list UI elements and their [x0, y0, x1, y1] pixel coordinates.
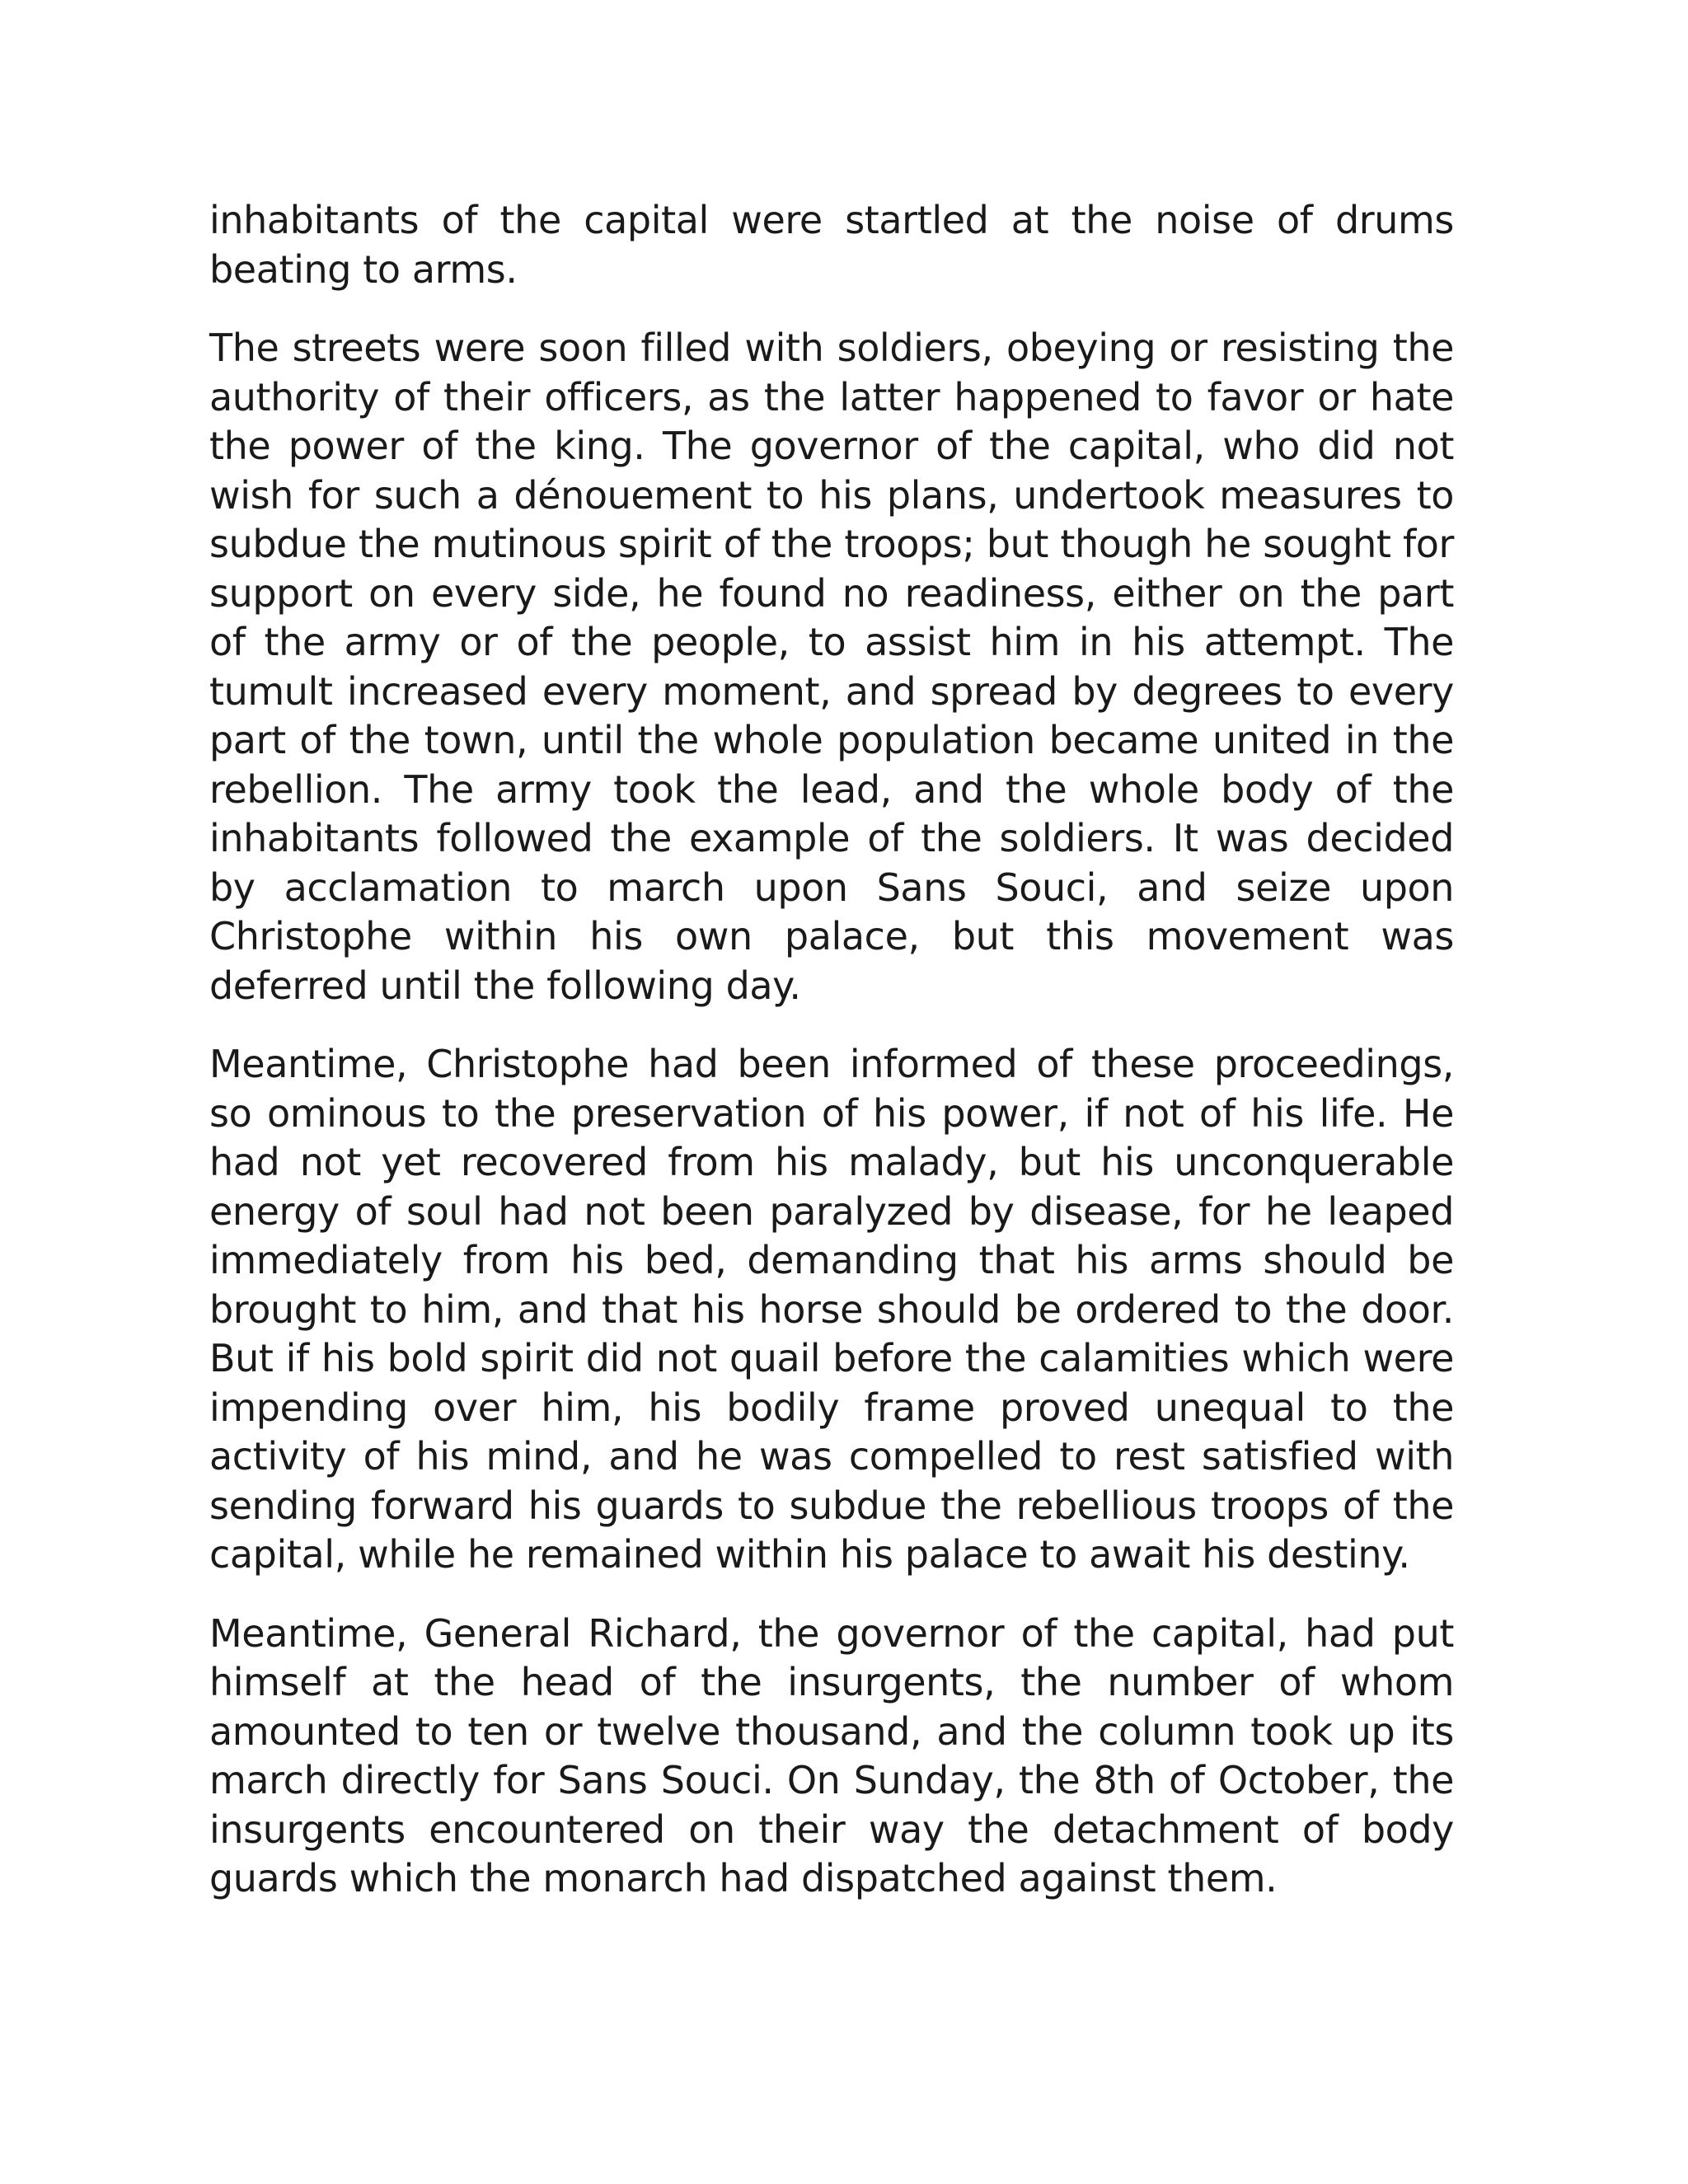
paragraph-2: The streets were soon filled with soldiers, obeying or resisting the authority of their officers, as the latter happened to favor or hate the power of the king. The governor of the capital, who did not wish for such a dénouement to his plans, undertook measures to subdue the mutinous spirit of the troops; but though he sought for support on every side, he found no readiness, either on the part of the army or of the people, to assist him in his attempt. The tumult increased every moment, and spread by degrees to every part of the town, until the whole population became united in the rebellion. The army took the lead, and the whole body of the inhabitants followed the example of the soldiers. It was decided by acclamation to march upon Sans Souci, and seize upon Christophe within his own palace, but this movement was deferred until the following day. [209, 326, 1454, 1008]
body-text [209, 196, 1454, 1933]
paragraph-3: Meantime, Christophe had been informed of these proceedings, so ominous to the preservation of his power, if not of his life. He had not yet recovered from his malady, but his unconquerable energy of soul had not been paralyzed by disease, for he leaped immediately from his bed, demanding that his arms should be brought to him, and that his horse should be ordered to the door. But if his bold spirit did not quail before the calamities which were impending over him, his bodily frame proved unequal to the activity of his mind, and he was compelled to rest satisfied with sending forward his guards to subdue the rebellious troops of the capital, while he remained within his palace to await his destiny. [209, 1042, 1454, 1577]
paragraph-4: Meantime, General Richard, the governor of the capital, had put himself at the head of the insurgents, the number of whom amounted to ten or twelve thousand, and the column took up its march directly for Sans Souci. On Sunday, the 8th of October, the insurgents encountered on their way the detachment of body guards which the monarch had dispatched against them. [209, 1610, 1454, 1900]
paragraph-1: inhabitants of the capital were startled at the noise of drums beating to arms. [209, 198, 1454, 292]
